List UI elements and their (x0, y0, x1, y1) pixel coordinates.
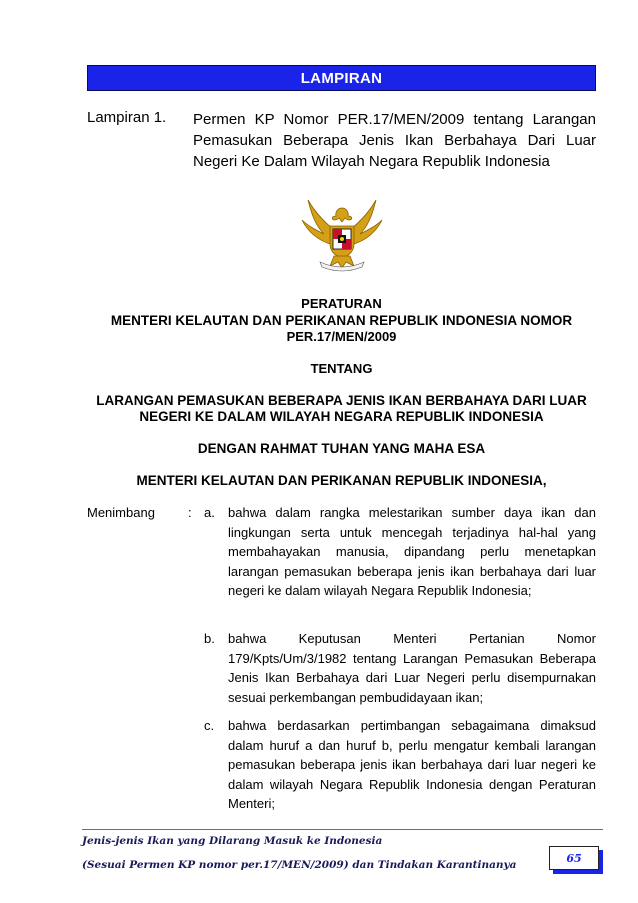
page-number-shadow (553, 870, 603, 874)
title-rahmat: DENGAN RAHMAT TUHAN YANG MAHA ESA (197, 441, 486, 456)
title-minister: MENTERI KELAUTAN DAN PERIKANAN REPUBLIK INDONESIA, (136, 473, 547, 488)
lampiran-label: Lampiran 1. (87, 109, 167, 126)
lampiran-banner (87, 65, 596, 91)
garuda-pancasila-icon (298, 196, 386, 272)
item-text: bahwa Keputusan Menteri Pertanian Nomor 179/Kpts/Um/3/1982 tentang Larangan Pemasukan Beberapa Jenis Ikan Berbahaya dari Luar Negeri perlu disempurnakan sesuai perkembangan pembudidayaan ikan; (228, 631, 596, 705)
item-text: bahwa berdasarkan pertimbangan sebagaimana dimaksud dalam huruf a dan huruf b, perlu mengatur kembali larangan pemasukan beberapa jenis ikan berbahaya dari luar negeri ke dalam wilayah Negara Republik Indonesia dengan Peraturan Menteri; (228, 718, 596, 812)
title-subject-line2: NEGERI KE DALAM WILAYAH NEGARA REPUBLIK INDONESIA (139, 409, 544, 424)
footer-title: Jenis-jenis Ikan yang Dilarang Masuk ke Indonesia (82, 835, 383, 847)
title-peraturan: PERATURAN (301, 296, 382, 311)
title-nomor: PER.17/MEN/2009 (286, 329, 397, 344)
menimbang-item-c (204, 716, 596, 814)
menimbang-item-a (204, 503, 596, 601)
lampiran-description: Permen KP Nomor PER.17/MEN/2009 tentang Larangan Pemasukan Beberapa Jenis Ikan Berbahaya Dari Luar Negeri Ke Dalam Wilayah Negara Republik Indonesia (193, 111, 596, 170)
menimbang-colon: : (188, 505, 192, 520)
item-marker: c. (204, 718, 215, 733)
menimbang-label: Menimbang (87, 505, 155, 520)
title-subject-line1: LARANGAN PEMASUKAN BEBERAPA JENIS IKAN BERBAHAYA DARI LUAR (96, 393, 587, 408)
footer-subtitle: (Sesuai Permen KP nomor per.17/MEN/2009) dan Tindakan Karantinanya (82, 859, 517, 871)
item-text: bahwa dalam rangka melestarikan sumber daya ikan dan lingkungan serta untuk mencegah terjadinya hal-hal yang membahayakan manusia, dipandang perlu menetapkan larangan pemasukan beberapa jenis ikan berbahaya dari luar negeri ke dalam wilayah Negara Republik Indonesia; (228, 505, 596, 599)
item-marker: b. (204, 631, 215, 646)
menimbang-item-b (204, 629, 596, 707)
page-number-shadow-side (599, 850, 603, 874)
banner-title: LAMPIRAN (300, 69, 383, 87)
title-menteri: MENTERI KELAUTAN DAN PERIKANAN REPUBLIK INDONESIA NOMOR (110, 313, 573, 328)
title-tentang: TENTANG (310, 361, 373, 376)
page-number: 65 (566, 851, 582, 865)
item-marker: a. (204, 505, 215, 520)
page-number-box (549, 846, 599, 870)
footer-divider (82, 829, 603, 830)
